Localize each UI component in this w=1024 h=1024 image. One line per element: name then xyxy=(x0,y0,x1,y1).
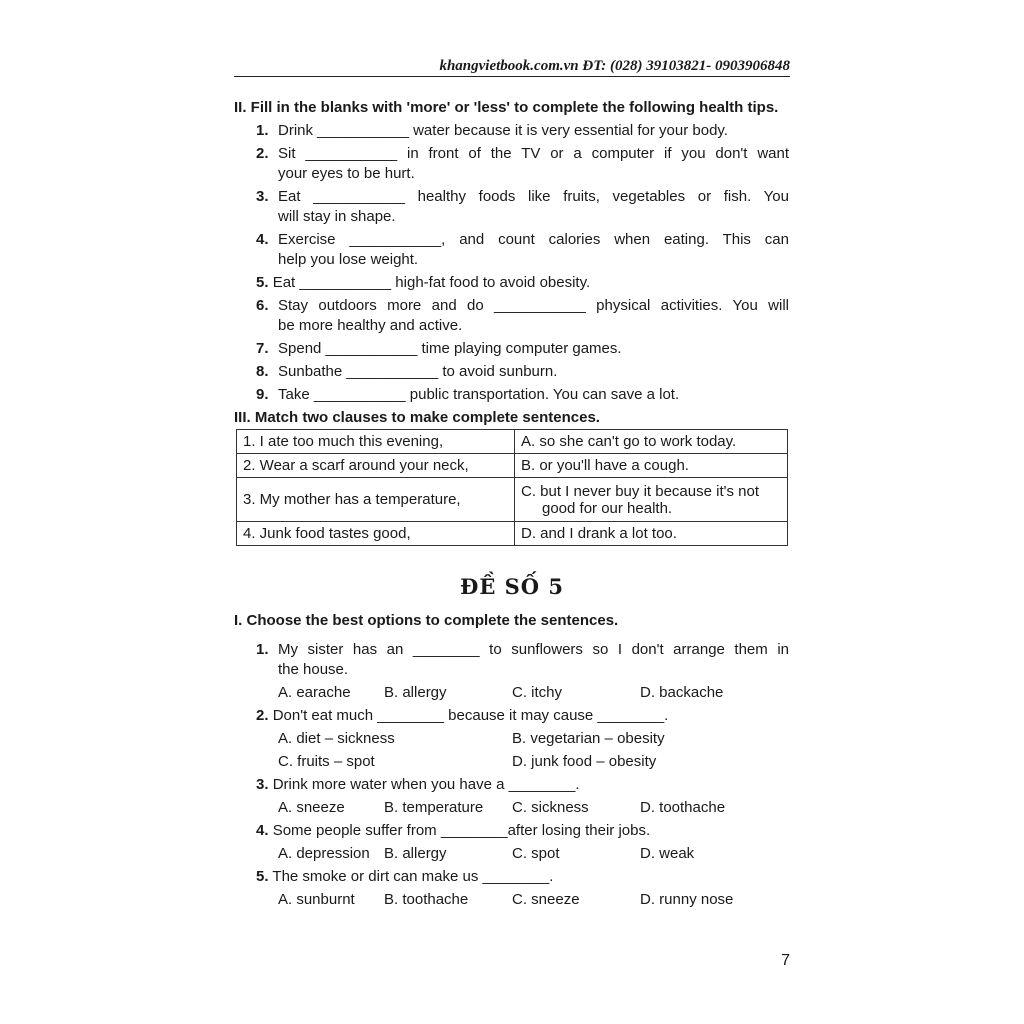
header-rule xyxy=(234,76,790,77)
option-a: A. diet – sickness xyxy=(278,730,395,747)
test-title: ĐỀ SỐ 5 xyxy=(459,574,565,599)
section-3-title: III. Match two clauses to make complete sentences. xyxy=(234,409,600,426)
option-d: D. runny nose xyxy=(640,891,734,908)
mc-question-4: 4. Some people suffer from ________after losing their jobs. xyxy=(256,822,651,839)
page-number: 7 xyxy=(781,952,790,969)
table-cell-right: B. or you'll have a cough. xyxy=(515,454,788,478)
option-d: D. weak xyxy=(640,845,695,862)
option-b: B. vegetarian – obesity xyxy=(512,730,665,747)
question-2-4: 4. Exercise ___________, and count calories when eating. This can help you lose weight. xyxy=(256,231,789,268)
option-d: D. toothache xyxy=(640,799,726,816)
table-cell-left: 4. Junk food tastes good, xyxy=(237,522,515,546)
table-cell-right: D. and I drank a lot too. xyxy=(515,522,788,546)
table-cell-left: 2. Wear a scarf around your neck, xyxy=(237,454,515,478)
option-c: C. sneeze xyxy=(512,891,580,908)
table-row xyxy=(237,454,788,478)
table-row xyxy=(237,522,788,546)
page-header: khangvietbook.com.vn ĐT: (028) 39103821- 0903906848 xyxy=(439,58,790,74)
matching-table xyxy=(236,429,788,546)
question-2-8: 8. Sunbathe ___________ to avoid sunburn. xyxy=(256,363,558,380)
mc-question-5: 5. The smoke or dirt can make us ________. xyxy=(256,868,554,885)
question-2-2: 2. Sit ___________ in front of the TV or a computer if you don't want your eyes to be hurt. xyxy=(256,145,789,182)
option-c: C. itchy xyxy=(512,684,563,701)
option-c: C. sickness xyxy=(512,799,589,816)
table-cell-left: 1. I ate too much this evening, xyxy=(237,430,515,454)
option-a: A. sneeze xyxy=(278,799,345,816)
mc-question-2: 2. Don't eat much ________ because it may cause ________. xyxy=(256,707,669,724)
mc-question-1: 1. My sister has an ________ to sunflowers so I don't arrange them in the house. xyxy=(256,641,789,678)
section-2-title: II. Fill in the blanks with 'more' or 'less' to complete the following health tips. xyxy=(234,99,779,116)
question-2-3: 3. Eat ___________ healthy foods like fruits, vegetables or fish. You will stay in shape. xyxy=(256,188,789,225)
option-b: B. temperature xyxy=(384,799,484,816)
table-row xyxy=(237,430,788,454)
question-2-5: 5. Eat ___________ high-fat food to avoid obesity. xyxy=(256,274,591,291)
option-b: B. allergy xyxy=(384,684,447,701)
option-b: B. toothache xyxy=(384,891,469,908)
option-c: C. fruits – spot xyxy=(278,753,375,770)
question-2-6: 6. Stay outdoors more and do ___________ physical activities. You will be more healthy and active. xyxy=(256,297,789,334)
option-a: A. depression xyxy=(278,845,370,862)
option-a: A. earache xyxy=(278,684,351,701)
mc-question-3: 3. Drink more water when you have a ________. xyxy=(256,776,580,793)
question-2-9: 9. Take ___________ public transportation. You can save a lot. xyxy=(256,386,680,403)
table-cell-left: 3. My mother has a temperature, xyxy=(237,478,515,522)
table-cell-right: C. but I never buy it because it's not good for our health. xyxy=(515,478,788,522)
test5-section-1-title: I. Choose the best options to complete the sentences. xyxy=(234,612,619,629)
option-a: A. sunburnt xyxy=(278,891,355,908)
option-d: D. junk food – obesity xyxy=(512,753,657,770)
question-2-1: 1. Drink ___________ water because it is very essential for your body. xyxy=(256,122,728,139)
table-cell-right: A. so she can't go to work today. xyxy=(515,430,788,454)
option-c: C. spot xyxy=(512,845,560,862)
table-row xyxy=(237,478,788,522)
option-d: D. backache xyxy=(640,684,724,701)
question-2-7: 7. Spend ___________ time playing computer games. xyxy=(256,340,622,357)
option-b: B. allergy xyxy=(384,845,447,862)
